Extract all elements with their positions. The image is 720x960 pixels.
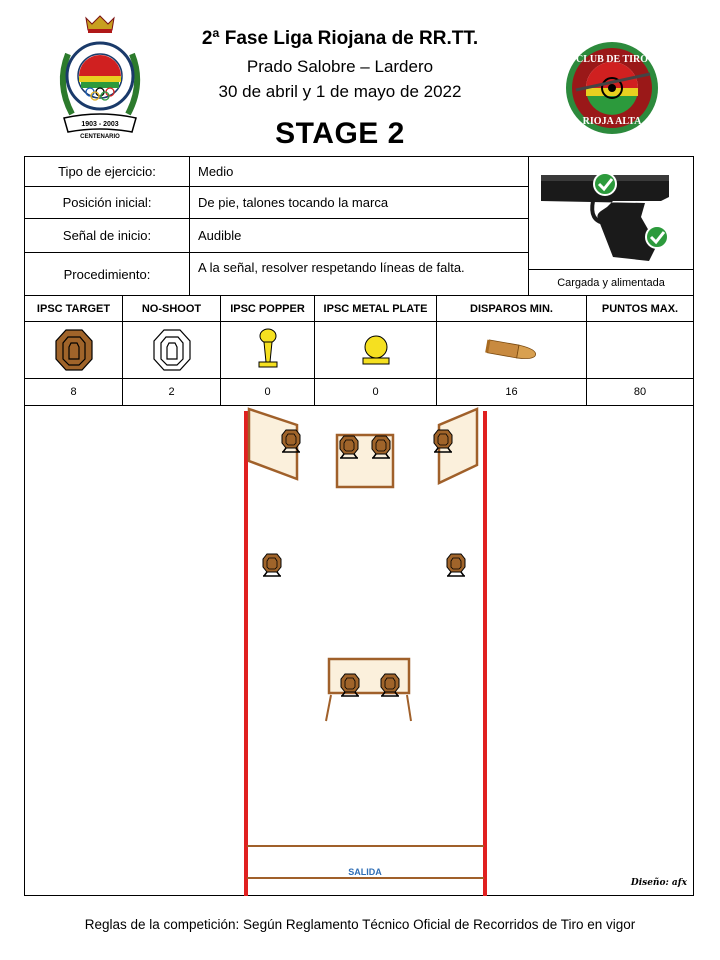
count: 0 xyxy=(372,386,379,398)
club-logo xyxy=(556,40,668,140)
club-logo-top-text: CLUB DE TIRO xyxy=(575,54,649,65)
col-min-shots xyxy=(437,296,587,405)
col-ipsc-popper xyxy=(221,296,315,405)
stage-diagram xyxy=(24,405,694,896)
count: 16 xyxy=(505,386,518,398)
pistol-icon xyxy=(529,157,693,269)
info-value: Audible xyxy=(198,228,242,243)
info-value: A la señal, resolver respetando líneas de falta. xyxy=(198,260,465,275)
gun-caption: Cargada y alimentada xyxy=(529,269,693,295)
club-logo-bottom-text: RIOJA ALTA xyxy=(582,116,642,127)
col-max-points xyxy=(587,296,693,405)
info-label: Posición inicial: xyxy=(25,187,190,218)
col-ipsc-target xyxy=(25,296,123,405)
metal-plate-icon xyxy=(315,322,436,379)
stage-info-table xyxy=(24,156,694,296)
info-value: De pie, talones tocando la marca xyxy=(198,195,389,210)
col-header: IPSC METAL PLATE xyxy=(315,296,436,322)
count: 0 xyxy=(264,386,271,398)
logo-years: 1903 - 2003 xyxy=(81,121,119,128)
info-row-type xyxy=(25,157,528,187)
info-label: Tipo de ejercicio: xyxy=(25,157,190,186)
info-row-start-signal xyxy=(25,219,528,253)
bullet-icon xyxy=(437,322,586,379)
info-label: Procedimiento: xyxy=(25,253,190,296)
venue: Prado Salobre – Lardero xyxy=(246,57,434,76)
wall-right xyxy=(434,409,477,483)
start-label: SALIDA xyxy=(348,867,382,877)
info-row-position xyxy=(25,187,528,219)
stage-layout xyxy=(25,405,695,896)
designer-signature: Diseño: afx xyxy=(630,878,687,888)
wall-bottom xyxy=(326,659,411,721)
competition-title: 2ª Fase Liga Riojana de RR.TT. xyxy=(201,28,479,49)
col-header: PUNTOS MAX. xyxy=(587,296,693,322)
empty-cell xyxy=(587,322,693,379)
count: 80 xyxy=(633,386,647,398)
wall-left xyxy=(249,409,300,479)
popper-icon xyxy=(221,322,314,379)
col-header: IPSC POPPER xyxy=(221,296,314,322)
count: 2 xyxy=(168,386,175,398)
col-header: NO-SHOOT xyxy=(123,296,220,322)
dates: 30 de abril y 1 de mayo de 2022 xyxy=(218,82,462,101)
count: 8 xyxy=(70,386,77,398)
wall-center xyxy=(337,435,393,487)
target-right xyxy=(447,554,465,576)
ipsc-target-icon xyxy=(25,322,122,379)
target-left xyxy=(263,554,281,576)
competition-rules: Reglas de la competición: Según Reglamento Técnico Oficial de Recorridos de Tiro en vigor xyxy=(84,917,636,932)
col-header: DISPAROS MIN. xyxy=(437,296,586,322)
federation-logo xyxy=(50,14,150,142)
col-ipsc-metal-plate xyxy=(315,296,437,405)
no-shoot-icon xyxy=(123,322,220,379)
info-label: Señal de inicio: xyxy=(25,219,190,252)
logo-caption: CENTENARIO xyxy=(80,134,120,140)
info-value: Medio xyxy=(198,164,234,179)
info-row-procedure xyxy=(25,253,528,296)
col-no-shoot xyxy=(123,296,221,405)
targets-table xyxy=(24,295,694,406)
stage-title: STAGE 2 xyxy=(275,117,405,150)
col-header: IPSC TARGET xyxy=(25,296,122,322)
